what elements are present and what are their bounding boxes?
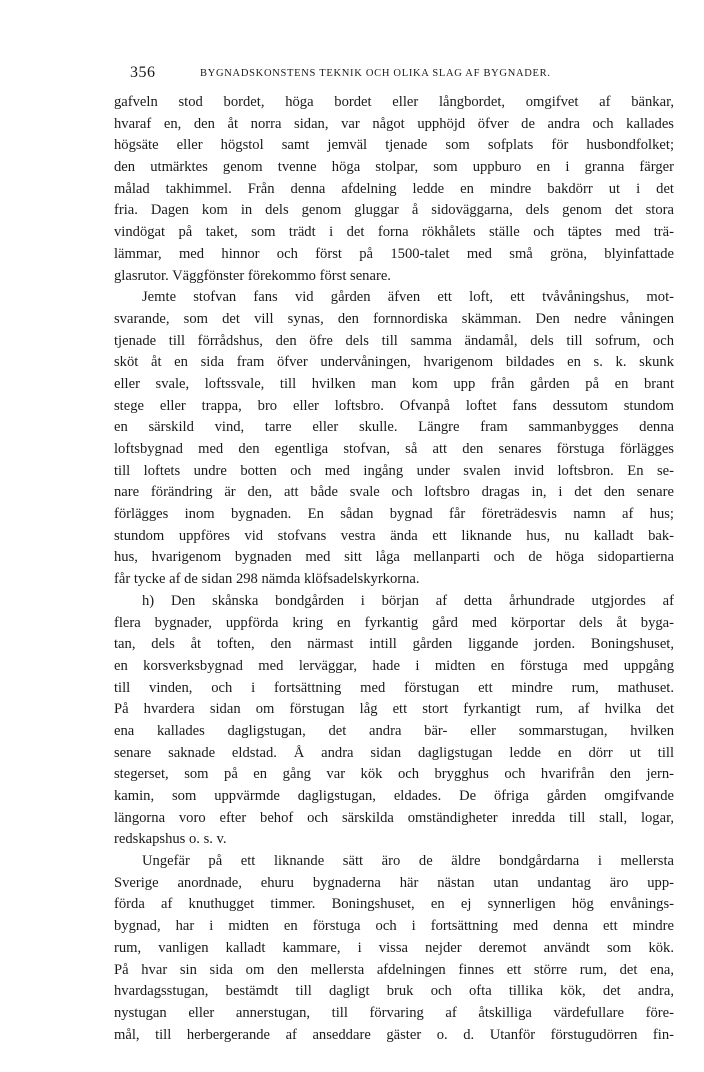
text-line: stundom uppföres vid stofvans vestra ända ett liknande hus, nu kalladt bak- [114,527,674,544]
text-line: hus, hvarigenom bygnaden med sitt låga mellanparti och de höga sidopartierna [114,549,674,566]
text-line: sköt åt en sida fram öfver undervåningen, hvarigenom bildades en s. k. skunk [114,354,674,371]
text-line: nare förändring är den, att både svale och loftsbro dragas in, i det den senare [114,484,674,501]
text-line: bygnad, har i midten en förstuga och i fortsättning med denna ett mindre [114,918,674,935]
text-line: fria. Dagen kom in dels genom gluggar å sidoväggarna, dels genom det stora [114,202,674,219]
running-title: BYGNADSKONSTENS TEKNIK OCH OLIKA SLAG AF BYGNADER. [200,68,551,79]
text-line: mål, till herbergerande af anseddare gäster o. d. Utanför förstugudörren fin- [114,1026,674,1043]
body-text [114,92,674,1046]
text-line: svarande, som det vill synas, den fornnordiska skämman. Den nedre våningen [114,310,674,327]
text-line: lämmar, med hinnor och först på 1500-talet med små gröna, blyinfattade [114,245,674,262]
text-line: flera bygnader, uppförda kring en fyrkantig gård med körportar dels åt byga- [114,614,674,631]
text-line: nystugan eller annerstugan, till förvaring af åtskilliga värdefullare före- [114,1004,674,1021]
text-line: förda af knuthugget timmer. Boningshuset, en ej synnerligen hög envånings- [114,896,674,913]
text-line: senare saknade eldstad. Å andra sidan dagligstugan ledde en dörr ut till [114,744,674,761]
text-line: loftsbygnad med den egentliga stofvan, så att den senares förstuga förlägges [114,441,674,457]
text-line: h) Den skånska bondgården i början af detta århundrade utgjordes af [142,592,674,609]
text-line: tan, dels åt toften, den närmast intill gården liggande jorden. Boningshuset, [114,636,674,653]
text-line: På hvardera sidan om förstugan låg ett stort fyrkantigt rum, af hvilka det [114,701,674,718]
text-line: tjenade till förrådshus, den öfre dels till samma ändamål, dels till sofrum, och [114,332,674,349]
text-line: får tycke af de sidan 298 nämda klöfsadelskyrkorna. [114,571,420,588]
text-line: en korsverksbygnad med lerväggar, hade i midten en förstuga med uppgång [114,657,674,674]
text-line: stegerset, som på en gång var kök och brygghus och hvarifrån den jern- [114,766,674,783]
text-line: högsäte eller högstol samt jemväl tjenade som sofplats för husbondfolket; [114,137,674,154]
text-line: redskapshus o. s. v. [114,831,227,848]
text-line: förlägges inom bygnaden. En sådan bygnad får företrädesvis namn af hus; [114,506,674,523]
text-line: kamin, som uppvärmde dagligstugan, eldades. De öfriga gården omgifvande [114,788,674,804]
text-line: Jemte stofvan fans vid gården äfven ett loft, ett tvåvåningshus, mot- [142,289,674,306]
text-line: vindögat på taket, som trädt i det forna rökhålets ställe och täptes med trä- [114,224,674,241]
text-line: Ungefär på ett liknande sätt äro de äldre bondgårdarna i mellersta [142,853,674,870]
page-number: 356 [130,64,156,81]
running-head [114,64,674,84]
text-line: en särskild vind, tarre eller skulle. Längre fram sammanbygges denna [114,419,674,436]
text-line: rum, vanligen kalladt kammare, i vissa nejder deremot användt som kök. [114,939,674,956]
text-line: till loftets undre botten och med ingång under svalen invid loftsbron. En se- [114,462,674,479]
text-line: ena kallades dagligstugan, det andra bär- eller sommarstugan, hvilken [114,722,674,739]
text-line: eller svale, loftssvale, till hvilken man kom upp från gården på en brant [114,375,674,392]
text-line: längorna voro efter behof och särskilda omständigheter inredda till stall, logar, [114,809,674,826]
text-line: Sverige anordnade, ehuru bygnaderna här nästan utan undantag äro upp- [114,874,674,891]
text-line: hvaraf en, den åt norra sidan, var något upphöjd öfver de andra och kallades [114,115,674,132]
text-line: den utmärktes genom tvenne höga stolpar, som uppburo en i granna färger [114,159,674,176]
text-line: På hvar sin sida om den mellersta afdelningen finnes ett större rum, det ena, [114,961,674,978]
text-line: till vinden, och i fortsättning med förstugan ett mindre rum, mathuset. [114,679,674,696]
text-line: stege eller trappa, bro eller loftsbro. Ofvanpå loftet fans dessutom stundom [114,397,674,414]
text-line: glasrutor. Väggfönster förekommo först senare. [114,267,391,284]
text-line: hvardagsstugan, bestämdt till dagligt bruk och ofta tillika kök, det andra, [114,983,674,1000]
text-line: gafveln stod bordet, höga bordet eller långbordet, omgifvet af bänkar, [114,94,674,110]
text-line: målad takhimmel. Från denna afdelning ledde en mindre bakdörr ut i det [114,180,674,197]
